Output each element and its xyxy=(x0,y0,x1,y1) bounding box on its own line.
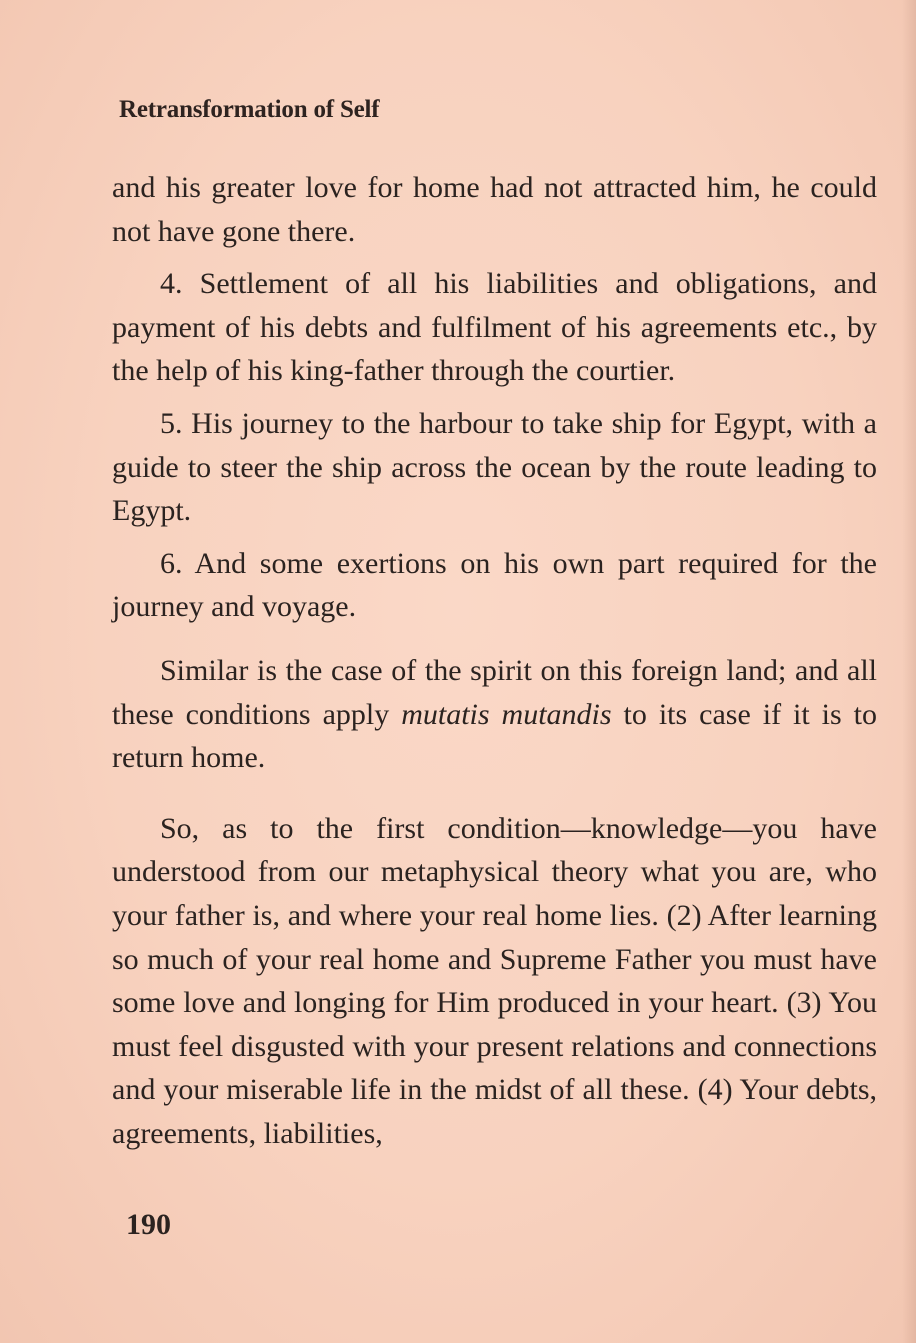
paragraph-first-condition: So, as to the first condition—knowledge—you have understood from our metaphysical theory what you are, who your father is, and where your real home lies. (2) After learning so much of your real home and Supreme Father you must have some love and longing for Him produced in your heart. (3) You must feel disgusted with your present relations and connections and your miserable life in the midst of all these. (4) Your debts, agreements, liabilities, xyxy=(112,811,877,1150)
paragraph-continuation: and his greater love for home had not attracted him, he could not have gone there. xyxy=(112,171,877,248)
page-edge-shadow xyxy=(902,0,916,1343)
paragraph-similar-case xyxy=(112,649,877,780)
running-head: Retransformation of Self xyxy=(119,96,380,123)
paragraph-text-before: Similar is the case of the spirit on this foreign land; and all these conditions apply xyxy=(112,653,877,731)
paragraph-item-6: 6. And some exertions on his own part required for the journey and voyage. xyxy=(112,546,877,624)
page-number: 190 xyxy=(126,1208,171,1241)
paragraph-item-4: 4. Settlement of all his liabilities and obligations, and payment of his debts and fulfilment of his agreements etc., by the help of his king-father through the courtier. xyxy=(112,267,877,388)
paragraph-text-after: to its case if it is to return home. xyxy=(112,697,877,775)
emphasis-latin: mutatis mutandis xyxy=(401,697,612,731)
paragraph-item-5: 5. His journey to the harbour to take ship for Egypt, with a guide to steer the ship across the ocean by the route leading to Egypt. xyxy=(112,406,877,528)
body-text xyxy=(112,166,877,1155)
